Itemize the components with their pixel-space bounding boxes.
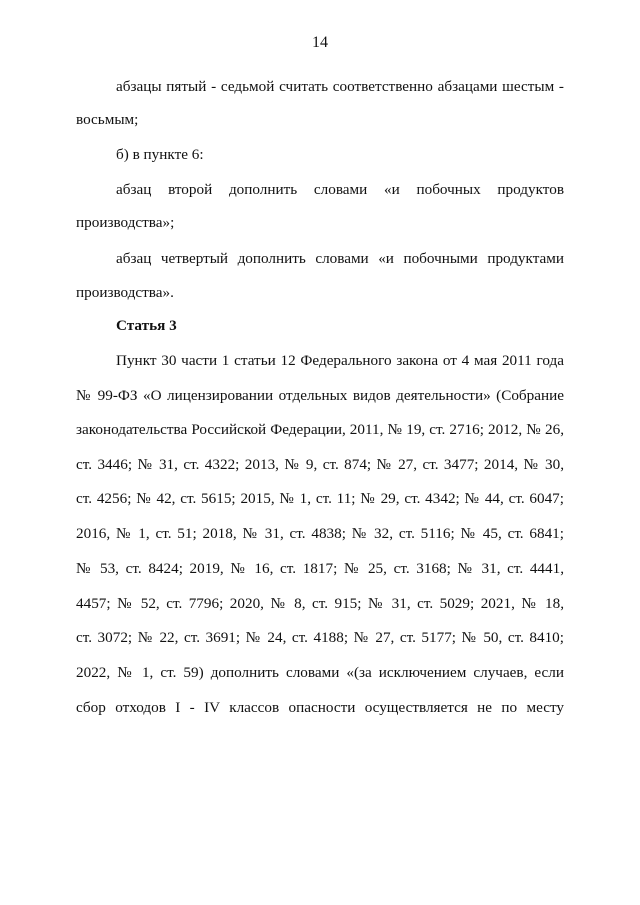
paragraph-line: законодательства Российской Федерации, 2011, № 19, ст. 2716; 2012, № 26, [76,421,564,438]
paragraph-line: № 53, ст. 8424; 2019, № 16, ст. 1817; № 25, ст. 3168; № 31, ст. 4441, [76,560,564,577]
paragraph-line: абзац четвертый дополнить словами «и побочными продуктами [116,250,564,267]
paragraph-line: б) в пункте 6: [116,146,204,163]
paragraph-line: ст. 4256; № 42, ст. 5615; 2015, № 1, ст. 11; № 29, ст. 4342; № 44, ст. 6047; [76,490,564,507]
paragraph-line: производства». [76,284,174,301]
paragraph-line: абзац второй дополнить словами «и побочных продуктов [116,181,564,198]
page-number: 14 [312,34,328,51]
paragraph-line: производства»; [76,214,175,231]
paragraph-line: ст. 3446; № 31, ст. 4322; 2013, № 9, ст. 874; № 27, ст. 3477; 2014, № 30, [76,456,564,473]
paragraph-line: 2022, № 1, ст. 59) дополнить словами «(за исключением случаев, если [76,664,564,681]
paragraph-line: 4457; № 52, ст. 7796; 2020, № 8, ст. 915; № 31, ст. 5029; 2021, № 18, [76,595,564,612]
paragraph-line: 2016, № 1, ст. 51; 2018, № 31, ст. 4838; № 32, ст. 5116; № 45, ст. 6841; [76,525,564,542]
paragraph-line: восьмым; [76,111,139,128]
paragraph-line: ст. 3072; № 22, ст. 3691; № 24, ст. 4188; № 27, ст. 5177; № 50, ст. 8410; [76,629,564,646]
paragraph-line: Пункт 30 части 1 статьи 12 Федерального закона от 4 мая 2011 года [116,352,564,369]
paragraph-line: сбор отходов I - IV классов опасности осуществляется не по месту [76,699,564,716]
paragraph-line: № 99-ФЗ «О лицензировании отдельных видов деятельности» (Собрание [76,387,564,404]
article-heading: Статья 3 [116,317,177,334]
paragraph-line: абзацы пятый - седьмой считать соответственно абзацами шестым - [116,78,564,95]
